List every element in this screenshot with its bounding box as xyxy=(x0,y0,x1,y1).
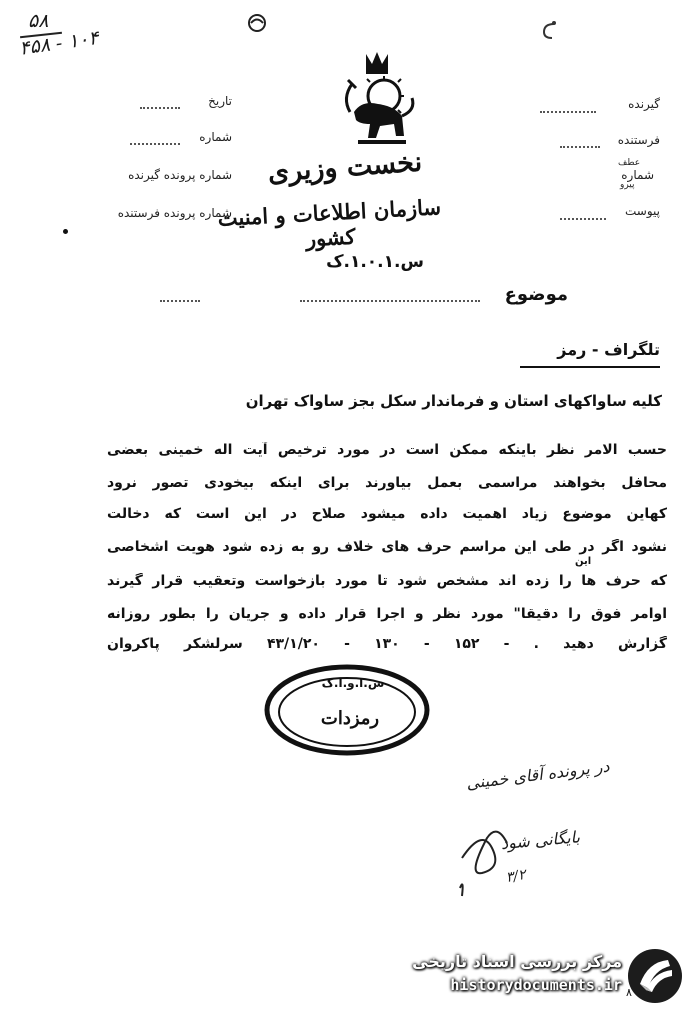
watermark-title: مرکز بررسی اسناد تاریخی xyxy=(412,952,622,971)
telegram-heading: تلگراف - رمز xyxy=(557,340,660,359)
following-ref-label: پیرو xyxy=(620,180,635,190)
recipient-field-label: گیرنده xyxy=(628,97,660,111)
body-line: اوامر فوق را دقیقا" مورد نظر و اجرا قرار داده و جریان را بطور روزانه xyxy=(107,606,667,622)
sender-file-number-label: شماره پرونده فرستنده xyxy=(117,206,232,220)
subject-dots xyxy=(300,292,480,302)
watermark-url: historydocuments.ir xyxy=(450,976,622,994)
attached-ref-label: عطف xyxy=(618,158,641,168)
number-field-dots xyxy=(130,135,180,145)
telegram-heading-underline xyxy=(520,366,660,368)
body-line: نشود اگر در طی این مراسم حرف های خلاف رو به زده شود هویت اشخاصی xyxy=(107,539,667,555)
number-field-label: شماره xyxy=(199,130,232,144)
body-line: محافل بخواهند مراسمی بعمل بیاورند برای اینکه بیخودی تصور نرود xyxy=(107,475,667,491)
handwritten-note: ۳/۲ xyxy=(504,866,527,887)
recipient-field-dots xyxy=(540,103,596,113)
document-archive-logo-icon xyxy=(626,946,684,1006)
body-line: حسب الامر نظر باینکه ممکن است در مورد ترخیص آیت اله خمینی بعضی xyxy=(107,442,667,458)
date-field-label: تاریخ xyxy=(208,94,232,108)
reference-code: س.۱.۰.۱.ک xyxy=(326,252,424,272)
sender-field-dots xyxy=(560,138,600,148)
punch-hole-mark xyxy=(246,12,268,34)
page-mark: ۸ xyxy=(626,986,632,999)
stamp-code: س.ا.و.ا.ک xyxy=(321,676,385,690)
organization-name: سازمان اطلاعات و امنیت کشور xyxy=(217,194,442,252)
inserted-word: این xyxy=(575,556,592,567)
handwritten-signature xyxy=(452,818,522,898)
subject-label: موضوع xyxy=(504,284,568,305)
punch-hole-mark xyxy=(536,18,560,42)
body-line: کهاین موضوع زیاد اهمیت داده میشود صلاح در این است که دخالت xyxy=(107,506,667,522)
handwritten-note: در پرونده آقای خمینی xyxy=(465,756,611,793)
recipient-file-number-label: شماره پرونده گیرنده xyxy=(128,168,232,182)
body-line: گزارش دهید . - ۱۵۲ - ۱۳۰ - ۴۳/۱/۲۰ سرلشکر پاکروان xyxy=(107,636,667,652)
ministry-title: نخست وزیری xyxy=(266,146,424,189)
date-field-dots xyxy=(140,99,180,109)
stamp-label: رمزدات xyxy=(320,708,380,729)
sender-field-label: فرستنده xyxy=(617,133,660,147)
subject-dots xyxy=(160,292,200,302)
archive-number-bottom: ۴۵۸ - ۱۰۴ xyxy=(18,26,101,60)
lion-and-sun-emblem-icon xyxy=(332,50,422,154)
attachment-field-dots xyxy=(560,210,606,220)
body-line: که حرف ها را زده اند مشخص شود تا مورد بازخواست وتعقیب قرار گیرند xyxy=(107,573,667,589)
attachment-field-label: پیوست xyxy=(625,204,660,218)
addressees-line: کلیه ساواکهای استان و فرماندار سکل بجز ساواک تهران xyxy=(245,392,662,410)
side-number-field-label: شماره xyxy=(621,168,654,182)
handwritten-note: بایگانی شود xyxy=(500,827,581,854)
archive-number-top: ۵۸ xyxy=(28,10,49,32)
ink-dot xyxy=(63,229,68,234)
